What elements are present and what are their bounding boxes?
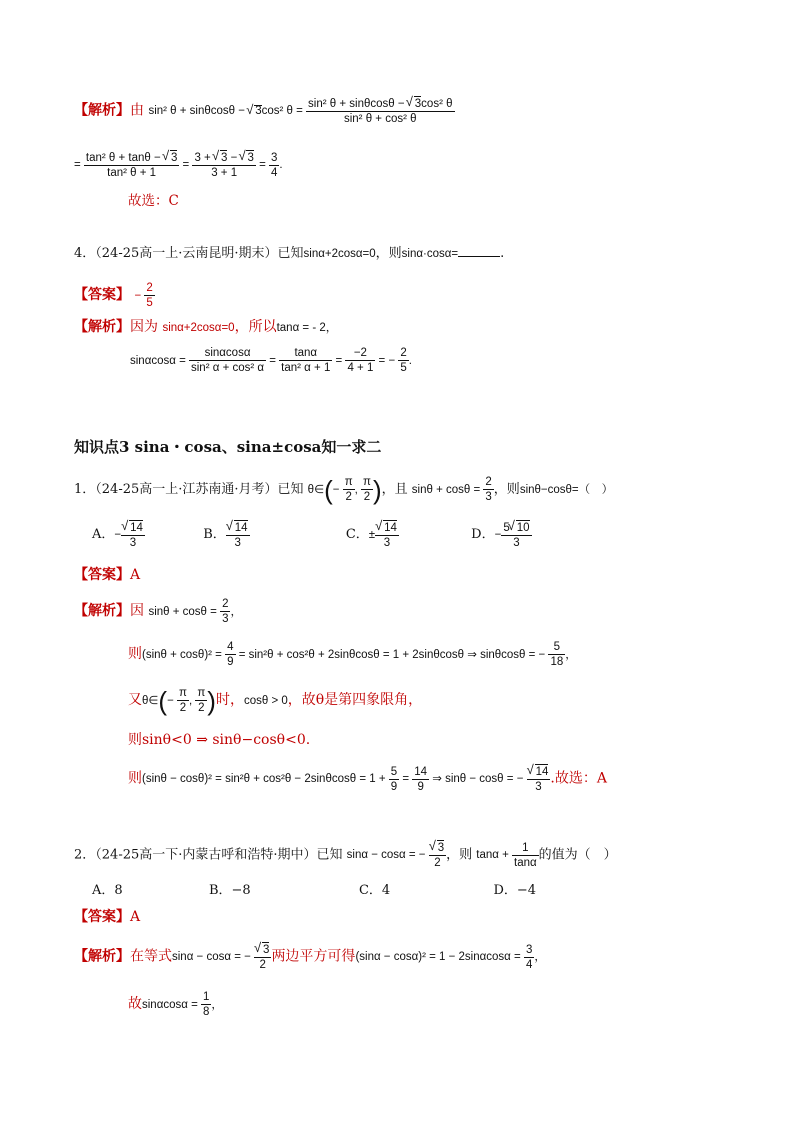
- s2-given: sinα − cosα = − √ $\frac{3}{2}$: [347, 849, 446, 861]
- analysis-intro: 由: [130, 102, 144, 119]
- q4-expr: sinα·cosα=: [401, 248, 459, 260]
- s1-cond-text: ，且: [381, 481, 408, 497]
- math-expression: sinθ + cosθ = $\frac{2}{3}$ ，: [148, 598, 242, 626]
- s2-a1-mid: 两边平方可得: [271, 948, 356, 965]
- s1-a3-prefix: 又: [128, 691, 142, 708]
- option-a[interactable]: A．− √ $\frac{14}{3}$: [92, 527, 145, 542]
- option-b[interactable]: B．−8: [208, 883, 251, 898]
- math-expression: sinαcosα = $\frac{\sin\alpha\cos\alpha}{\text{sin² α + cos² α}}$ = $\frac{\tan\alpha}{\text{tan² α + 1}}$ = $\frac{-2}{4 + 1}$ = − $\frac{2}{5}$ .: [130, 347, 412, 375]
- s2-analysis-line2: [128, 990, 223, 1020]
- analysis-label: 【解析】: [74, 319, 130, 335]
- q4-ask: ，则: [375, 246, 402, 261]
- section-title: 知识点3 sina・cosa、sina±cosa知一求二: [74, 438, 382, 456]
- s2-analysis-line1: [74, 942, 546, 973]
- q4-answer-line: [74, 281, 155, 311]
- math-expression: (sinθ − cosθ)² = sin²θ + cos²θ − 2sinθcosθ = 1 + $\frac{5}{9}$ = $\frac{14}{9}$ ⇒ sinθ − cosθ = − √ $\frac{14}{3}$: [142, 773, 550, 785]
- s1-analysis-line1: [74, 597, 242, 627]
- top-analysis-line2: [74, 150, 283, 181]
- option-d[interactable]: D．− $\frac{5√ 10}{3}$: [471, 527, 531, 542]
- analysis-label: 【解析】: [74, 948, 130, 965]
- s1-answer-value: A: [130, 567, 141, 583]
- option-d[interactable]: D．−4: [493, 883, 537, 898]
- q4-analysis-line1: [74, 320, 337, 335]
- s1-analysis-line3: 又θ∈(− $\frac{\pi}{2}$ , $\frac{\pi}{2}$ )时，cosθ > 0，故θ是第四象限角，: [128, 685, 423, 716]
- option-b[interactable]: B． √ $\frac{14}{3}$: [203, 527, 249, 542]
- math-expression: (sinα − cosα)² = 1 − 2sinαcosα = $\frac{3}{4}$ ，: [355, 943, 546, 971]
- q4-number: 4．: [74, 246, 96, 261]
- s2-answer-value: A: [130, 909, 141, 925]
- s1-answer-line: [74, 568, 140, 582]
- s1-target: sinθ−cosθ=（ ）: [519, 483, 614, 496]
- s2-options: [92, 884, 536, 897]
- s2-stem: [74, 840, 617, 871]
- option-c[interactable]: C．4: [358, 883, 391, 898]
- top-analysis-line1: [74, 96, 455, 127]
- q4-analysis-math: sinα+2cosα=0: [162, 322, 235, 334]
- q4-answer-value: − $\frac{2}{5}$: [134, 282, 153, 310]
- q4-source: （24-25高一上·云南昆明·期末）已知: [95, 246, 304, 261]
- q4-cond: sinα+2cosα=0: [303, 248, 376, 260]
- s1-analysis-line2: [128, 640, 577, 670]
- q4-analysis-text: 因为: [130, 319, 158, 335]
- answer-blank: [458, 256, 500, 257]
- s1-domain: θ∈(− $\frac{\pi}{2}$ , $\frac{\pi}{2}$ ): [307, 474, 382, 505]
- s2-ask: ，则: [446, 847, 473, 863]
- option-c[interactable]: C．± √ $\frac{14}{3}$: [346, 527, 399, 542]
- s2-number: 2．: [74, 847, 96, 863]
- answer-label: 【答案】: [74, 286, 130, 303]
- math-expression: θ∈(− $\frac{\pi}{2}$ , $\frac{\pi}{2}$ ): [142, 685, 216, 716]
- s2-tail: 的值为（ ）: [538, 847, 617, 863]
- s1-given: sinθ + cosθ = $\frac{2}{3}$: [411, 476, 492, 504]
- s1-options: [92, 520, 532, 551]
- s2-source: （24-25高一下·内蒙古呼和浩特·期中）已知: [95, 847, 343, 863]
- q4-analysis-math2: tanα = - 2，: [276, 322, 338, 334]
- math-expression: sinα − cosα = − √ $\frac{3}{2}$: [172, 951, 271, 963]
- s1-a2-prefix: 则: [128, 645, 142, 662]
- s1-number: 1．: [74, 481, 96, 497]
- math-expression: (sinθ + cosθ)² = $\frac{4}{9}$ = sin²θ + cos²θ + 2sinθcosθ = 1 + 2sinθcosθ ⇒ sinθcosθ = − $\frac{5}{18}$ ，: [142, 641, 577, 669]
- s2-target: tanα + $\frac{1}{\tan\alpha}$: [476, 841, 537, 869]
- math-expression: sin² θ + sinθcosθ − √ 3cos² θ = $\frac{\text{sin² θ + sinθcosθ − √ 3cos² θ}}{\text{sin² θ + cos² θ}}$: [148, 105, 454, 117]
- s1-a3-mid: 时，: [215, 691, 244, 708]
- s1-source: （24-25高一上·江苏南通·月考）已知: [95, 481, 304, 497]
- q4-analysis-line2: [130, 346, 412, 376]
- s2-a1-prefix: 在等式: [130, 948, 172, 965]
- option-a[interactable]: A．8: [92, 883, 123, 898]
- answer-label: 【答案】: [74, 909, 130, 925]
- analysis-label: 【解析】: [74, 102, 130, 119]
- math-expression: sinαcosα = $\frac{1}{8}$ ，: [142, 991, 223, 1019]
- top-choose: 故选：C: [128, 193, 179, 209]
- s1-analysis-line4: 则sinθ<0 ⇒ sinθ−cosθ<0.: [128, 732, 311, 748]
- q4-analysis-text2: ，所以: [234, 319, 277, 335]
- s1-a1-prefix: 因: [130, 602, 144, 619]
- s1-a3-end: ，故θ是第四象限角，: [287, 691, 423, 708]
- s2-answer-line: [74, 910, 140, 924]
- answer-label: 【答案】: [74, 567, 130, 583]
- s1-choose: .故选：A: [550, 770, 607, 787]
- s1-ask: ，则: [493, 481, 520, 497]
- analysis-label: 【解析】: [74, 602, 130, 619]
- s2-a2-prefix: 故: [128, 995, 142, 1012]
- math-expression: = $\frac{\text{tan² θ + tanθ − √ 3}}{\text{tan² θ + 1}}$ = $\frac{3 + √ 3 - √ 3}{3 + 1}$ = $\frac{3}{4}$ .: [74, 159, 283, 171]
- s1-analysis-line5: [128, 764, 607, 795]
- s1-stem: [74, 475, 613, 505]
- q4-stem: 4．（24-25高一上·云南昆明·期末）已知sinα+2cosα=0，则sinα·cosα= .: [74, 246, 505, 261]
- s1-a5-prefix: 则: [128, 770, 142, 787]
